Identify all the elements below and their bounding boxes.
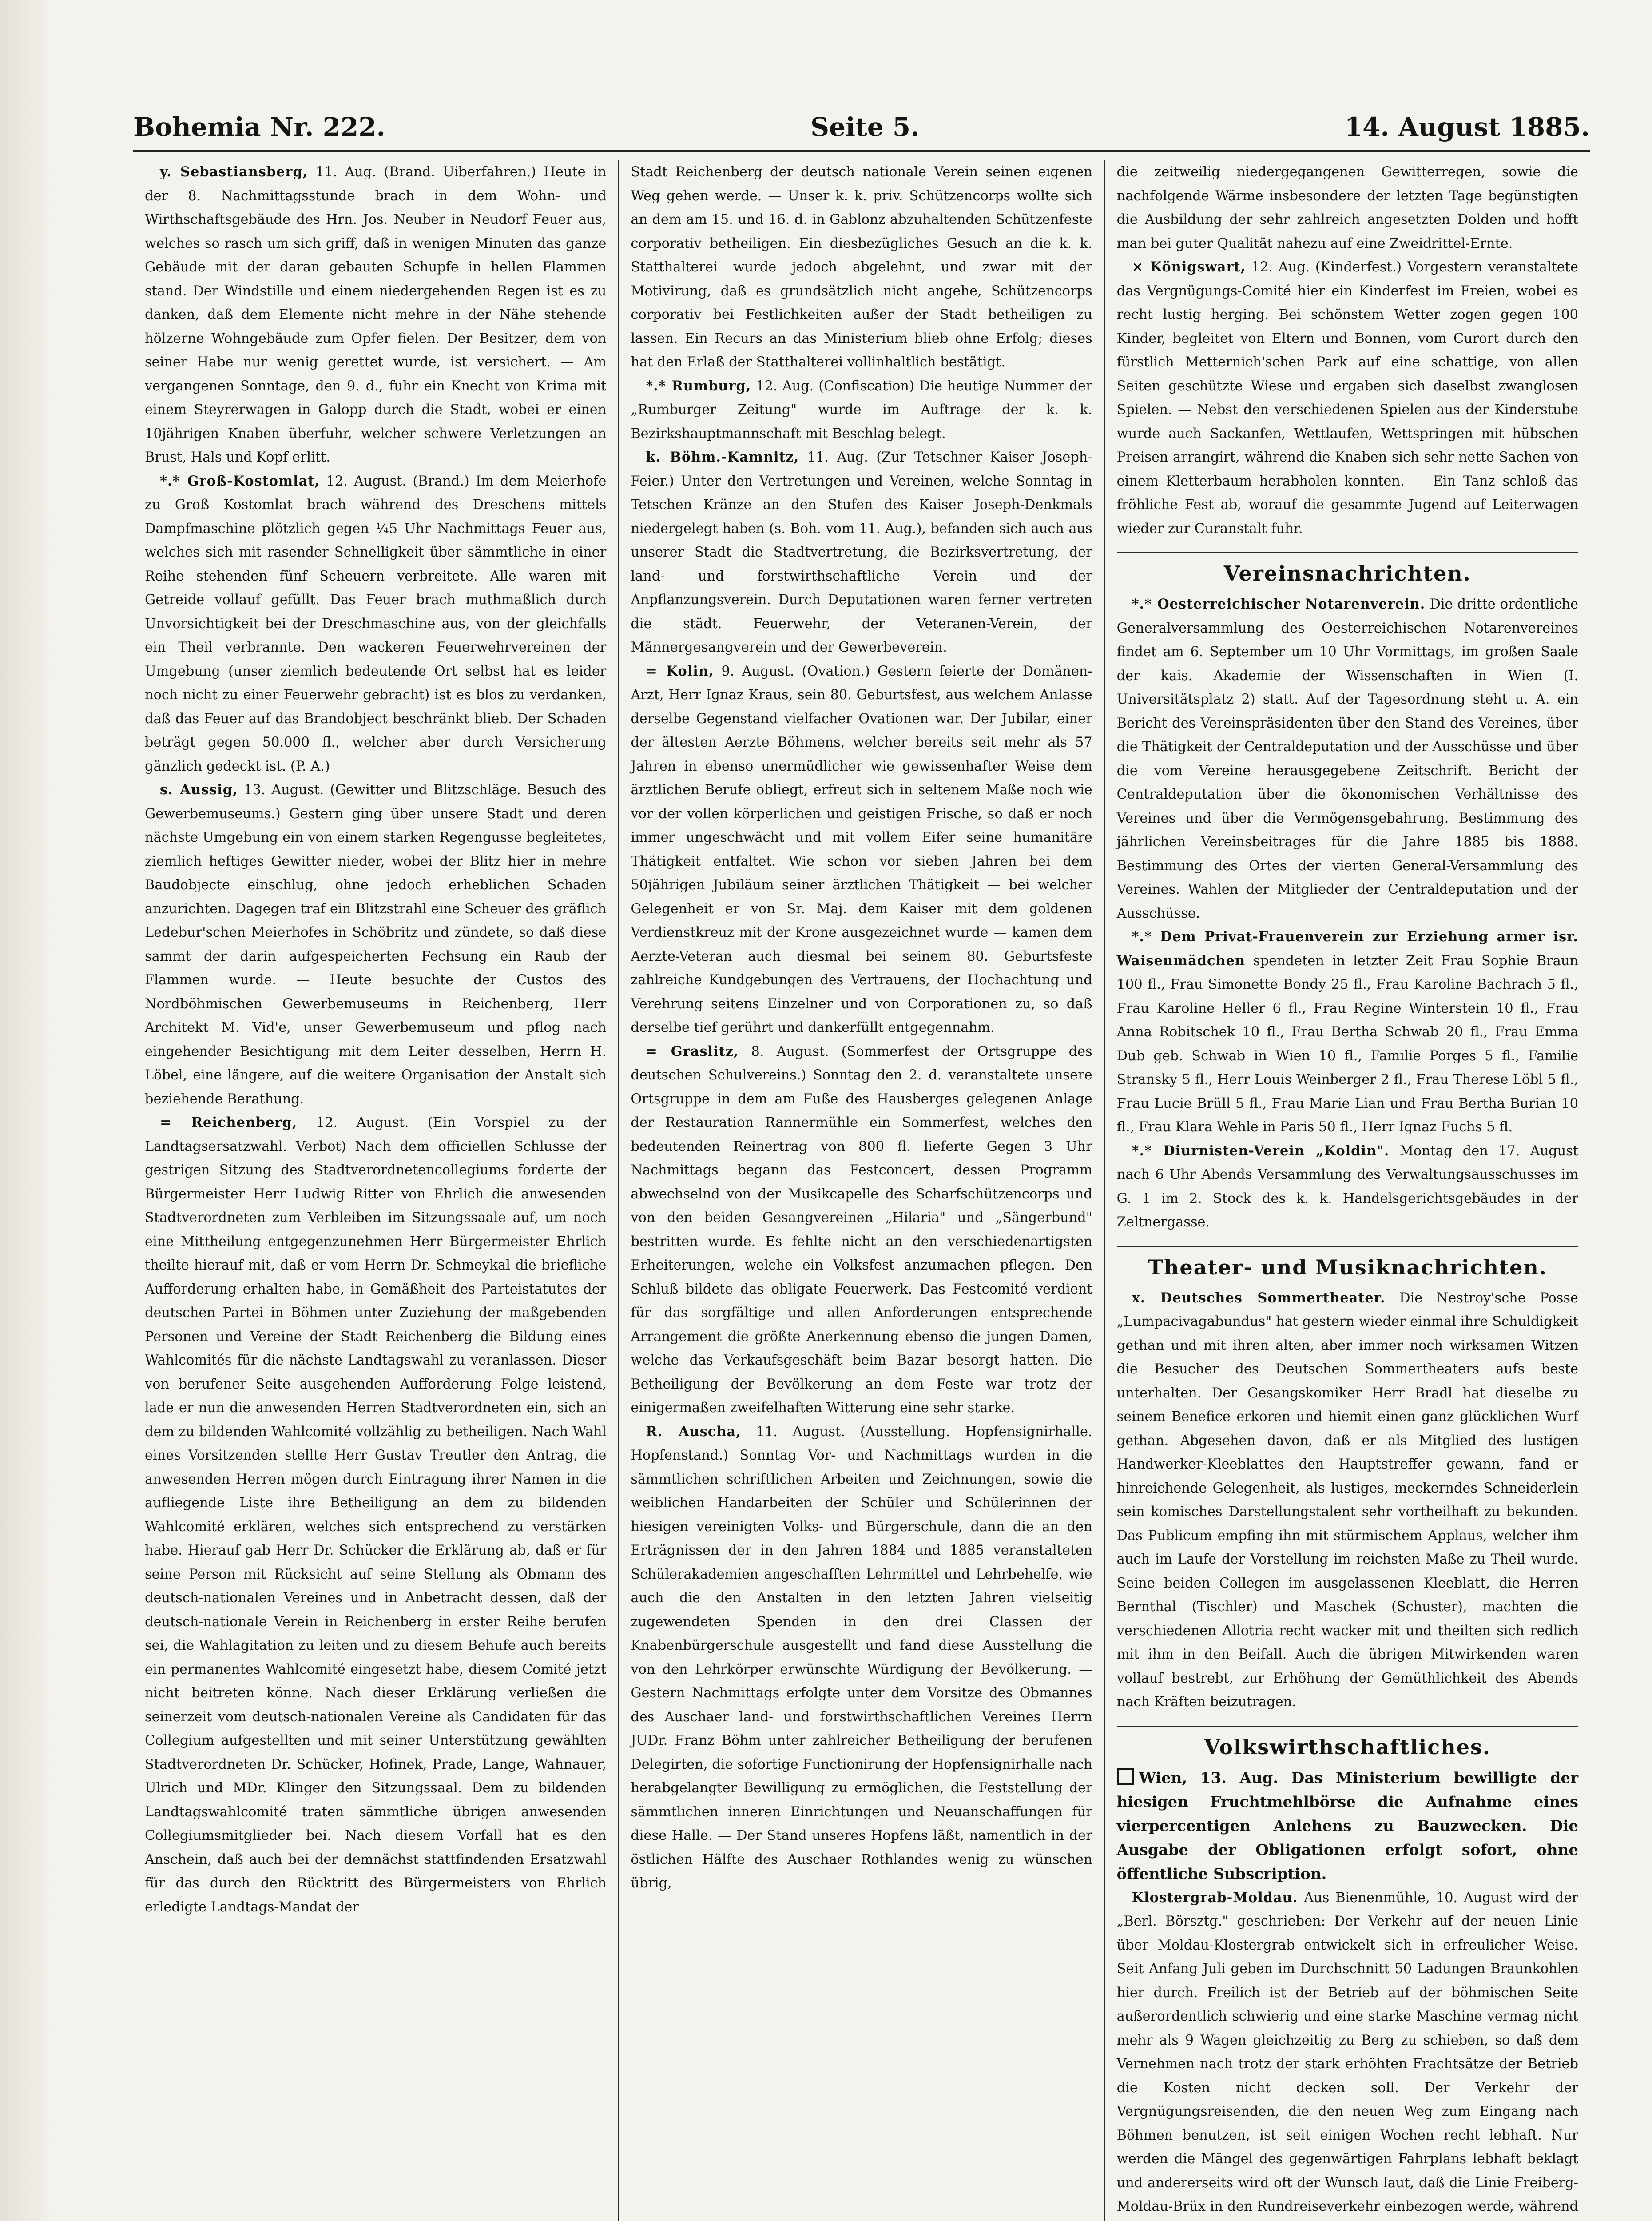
article-dateline: x. Deutsches Sommertheater.: [1132, 1290, 1386, 1306]
article-body: 9. August. (Ovation.) Gestern feierte der Domänen-Arzt, Herr Ignaz Kraus, sein 80. Geburtsfest, aus welchem Anlasse derselbe Gegenstand vielfacher Ovationen war. Der Jubilar, einer der ältesten Aerzte Böhmens, welcher bereits seit mehr als 57 Jahren in ebenso unermüdlicher wie gewissenhafter Weise dem ärztlichen Berufe obliegt, erfreut sich in seltenem Maße noch wie vor der vollen körperlichen und geistigen Frische, so daß er noch immer ungeschwächt und mit vollem Eifer seine humanitäre Thätigkeit entfaltet. Wie schon vor sieben Jahren bei dem 50jährigen Jubiläum seiner ärztlichen Thätigkeit — bei welcher Gelegenheit er von Sr. Maj. dem Kaiser mit dem goldenen Verdienstkreuz mit der Krone ausgezeichnet wurde — kamen dem Aerzte-Veteran auch diesmal bei seinem 80. Geburtsfeste zahlreiche Kundgebungen des Vertrauens, der Hochachtung und Verehrung seitens Einzelner und von Corporationen zu, so daß derselbe tief gerührt und dankerfüllt entgegennahm.: [631, 663, 1092, 1035]
article-dateline: = Kolin,: [646, 663, 714, 679]
article-body: 8. August. (Sommerfest der Ortsgruppe des deutschen Schulvereins.) Sonntag den 2. d. veranstaltete unsere Ortsgruppe in dem am Fuße des Hausberges gelegenen Anlage der Restauration Rannermühle ein Sommerfest, welches den bedeutenden Reinertrag von 800 fl. lieferte Gegen 3 Uhr Nachmittags begann das Festconcert, dessen Programm abwechselnd von der Musikcapelle des Scharfschützencorps und von den beiden Gesangvereinen „Hilaria" und „Sängerbund" bestritten wurde. Es fehlte nicht an den verschiedenartigsten Erheiterungen, welche ein Volksfest anzumachen pflegen. Den Schluß bildete das obligate Feuerwerk. Das Festcomité verdient für das sorgfältige und allen Anforderungen entsprechende Arrangement die größte Anerkennung ebenso die jungen Damen, welche das Verkaufsgeschäft beim Bazar besorgt hatten. Die Betheiligung der Bevölkerung an dem Feste war trotz der einigermaßen zweifelhaften Witterung eine sehr starke.: [631, 1043, 1092, 1416]
article-body: spendeten in letzter Zeit Frau Sophie Braun 100 fl., Frau Simonette Bondy 25 fl., Frau Karoline Bachrach 5 fl., Frau Karoline Heller 6 fl., Frau Regine Winterstein 10 fl., Frau Anna Robitschek 10 fl., Frau Bertha Schwab 20 fl., Frau Emma Dub geb. Schwab in Wien 10 fl., Familie Porges 5 fl., Familie Stransky 5 fl., Herr Louis Weinberger 2 fl., Frau Therese Löbl 5 fl., Frau Lucie Brüll 5 fl., Frau Marie Lian und Frau Bertha Burian 10 fl., Frau Klara Wehle in Paris 50 fl., Herr Ignaz Fuchs 5 fl.: [1116, 953, 1578, 1135]
article-reichenberg: [145, 1111, 606, 1919]
article-dateline: *.* Dem Privat-Frauenverein zur Erziehung armer isr. Waisenmädchen: [1116, 929, 1578, 969]
article-reichenberg-continued: [631, 160, 1092, 374]
section-heading-volkswirthschaftliches: Volkswirthschaftliches.: [1117, 1726, 1578, 1760]
article-dateline: = Graslitz,: [646, 1043, 739, 1059]
article-body: Montag den 17. August nach 6 Uhr Abends Versammlung des Verwaltungsausschusses im G. 1 im 2. Stock des k. k. Handelsgerichtsgebäudes in der Zeltnergasse.: [1116, 1143, 1578, 1230]
article-wien-banner: [1117, 1766, 1578, 1886]
article-dateline: *.* Rumburg,: [646, 378, 751, 394]
article-dateline: *.* Oesterreichischer Notarenverein.: [1132, 596, 1426, 612]
article-body: Die Nestroy'sche Posse „Lumpacivagabundus" hat gestern wieder einmal ihre Schuldigkeit gethan und mit ihren alten, aber immer noch wirksamen Witzen die Besucher des Deutschen Sommertheaters aufs beste unterhalten. Der Gesangskomiker Herr Bradl hat dieselbe zu seinem Benefice erkoren und hiemit einen ganz glücklichen Wurf gethan. Abgesehen davon, daß er als Mitglied des lustigen Handwerker-Kleeblattes den Hauptstreffer gewann, fand er hinreichende Gelegenheit, als lustiges, meckerndes Schneiderlein sein komisches Darstellungstalent sehr vortheilhaft zu bekunden. Das Publicum empfing ihn mit stürmischem Applaus, welcher ihm auch im Laufe der Vorstellung im reichsten Maße zu Theil wurde. Seine beiden Collegen im ausgelassenen Kleeblatt, die Herren Bernthal (Tischler) und Maschek (Schuster), machten die verschiedenen Allotria recht wacker mit und theilten sich redlich mit ihm in den Beifall. Auch die übrigen Mitwirkenden waren vollauf bestrebt, zur Erhöhung der Gemüthlichkeit des Abends nach Kräften beizutragen.: [1116, 1290, 1578, 1710]
article-dateline: s. Aussig,: [160, 782, 238, 798]
article-auscha: [631, 1420, 1092, 1895]
article-graslitz: [631, 1040, 1092, 1420]
article-dateline: k. Böhm.-Kamnitz,: [646, 449, 799, 465]
article-body: Die dritte ordentliche Generalversammlung des Oesterreichischen Notarenvereines findet am 6. September um 10 Uhr Vormittags, im großen Saale der kais. Akademie der Wissenschaften in Wien (I. Universitätsplatz 2) statt. Auf der Tagesordnung steht u. A. ein Bericht des Vereinspräsidenten über den Stand des Vereines, über die Thätigkeit der Centraldeputation und der Ausschüsse und über die vom Vereine herausgegebene Zeitschrift. Bericht der Centraldeputation über die ökonomischen Verhältnisse des Vereines und über die Vermögensgebahrung. Bestimmung des jährlichen Vereinsbeitrages für die Jahre 1885 bis 1888. Bestimmung des Ortes der vierten General-Versammlung des Vereines. Wahlen der Mitglieder der Centraldeputation und der Ausschüsse.: [1116, 597, 1578, 921]
article-klostergrab-moldau: [1117, 1886, 1578, 2221]
section-heading-theater: Theater- und Musiknachrichten.: [1117, 1246, 1578, 1280]
article-koenigswart: [1117, 255, 1578, 541]
column-2: [618, 160, 1104, 2221]
article-body: 11. Aug. (Brand. Uiberfahren.) Heute in der 8. Nachmittagsstunde brach in dem Wohn- und Wirthschaftsgebäude des Hrn. Jos. Neuber in Neudorf Feuer aus, welches so rasch um sich griff, daß in wenigen Minuten das ganze Gebäude mit der daran gebauten Schupfe in hellen Flammen stand. Der Windstille und einem niedergehenden Regen ist es zu danken, daß dem Elemente nicht mehre in der Nähe stehende hölzerne Wohngebäude zum Opfer fielen. Der Besitzer, dem von seiner Habe nur wenig gerettet wurde, ist versichert. — Am vergangenen Sonntage, den 9. d., fuhr ein Knecht von Krima mit einem Steyrerwagen in Galopp durch die Stadt, wobei er einen 10jährigen Knaben überfuhr, welcher schwere Verletzungen an Brust, Hals und Kopf erlitt.: [145, 164, 607, 465]
article-diurnisten-verein: [1117, 1139, 1578, 1234]
article-dateline: *.* Groß-Kostomlat,: [160, 473, 320, 489]
article-body: 11. August. (Ausstellung. Hopfensignirhalle. Hopfenstand.) Sonntag Vor- und Nachmittags wurden in die sämmtlichen schriftlichen Arbeiten und Zeichnungen, sowie die weiblichen Handarbeiten der Schüler und Schülerinnen der hiesigen vereinigten Volks- und Bürgerschule, dann die an den Erträgnissen der in den Jahren 1884 und 1885 veranstalteten Schülerakademien angeschafften Lehrmittel und Lehrbehelfe, wie auch die den Anstalten in den letzten Jahren vielseitig zugewendeten Spenden in den drei Classen der Knabenbürgerschule ausgestellt und fand diese Ausstellung die von den Lehrkörper erwünschte Würdigung der Bevölkerung. — Gestern Nachmittags erfolgte unter dem Vorsitze des Obmannes des Auschaer land- und forstwirthschaftlichen Vereines Herrn JUDr. Franz Böhm unter zahlreicher Betheiligung der berufenen Delegirten, die sofortige Functionirung der Hopfensignirhalle nach herabgelangter Bewilligung zu ermöglichen, die Feststellung der sämmtlichen inneren Einrichtungen und Neuanschaffungen für diese Halle. — Der Stand unseres Hopfens läßt, namentlich in der östlichen Hälfte des Auschaer Rothlandes wenig zu wünschen übrig,: [631, 1424, 1092, 1891]
article-body: Wien, 13. Aug. Das Ministerium bewilligte der hiesigen Fruchtmehlbörse die Aufnahme eines vierpercentigen Anlehens zu Bauzwecken. Die Ausgabe der Obligationen erfolgt sofort, ohne öffentliche Subscription.: [1116, 1769, 1578, 1883]
masthead-issue: Bohemia Nr. 222.: [133, 112, 385, 142]
column-3: [1104, 160, 1590, 2221]
article-rumburg: [631, 374, 1092, 446]
masthead-page-number: Seite 5.: [810, 112, 920, 142]
article-columns: [133, 160, 1590, 2221]
article-auscha-continued: [1117, 160, 1578, 255]
article-body: Aus Bienenmühle, 10. August wird der „Berl. Börsztg." geschrieben: Der Verkehr auf der neuen Linie über Moldau-Klostergrab entwickelt sich in erfreulicher Weise. Seit Anfang Juli geben im Durchschnitt 50 Ladungen Braunkohlen hier durch. Freilich ist der Betrieb auf der böhmischen Seite außerordentlich schwierig und eine starke Maschine vermag nicht mehr als 9 Wagen gleichzeitig zu Berg zu schieben, so daß dem Vernehmen nach trotz der stark erhöhten Frachtsätze der Betrieb die Kosten nicht decken soll. Der Verkehr der Vergnügungsreisenden, die den neuen Weg zum Eingang nach Böhmen benutzen, ist seit einigen Wochen recht lebhaft. Nur werden die Mängel des gegenwärtigen Fahrplans lebhaft beklagt und andererseits wird oft der Wunsch laut, daß die Linie Freiberg-Moldau-Brüx in den Rundreiseverkehr einbezogen werde, während: [1116, 1890, 1578, 2214]
article-body: 12. August. (Ein Vorspiel zu der Landtagsersatzwahl. Verbot) Nach dem officiellen Schlusse der gestrigen Sitzung des Stadtverordnetencollegiums forderte der Bürgermeister Herr Ludwig Ritter von Ehrlich die anwesenden Stadtverordneten zum Verbleiben im Sitzungssaale auf, um noch eine Mittheilung entgegenzunehmen Herr Bürgermeister Ehrlich theilte hierauf mit, daß er vom Herrn Dr. Schmeykal die briefliche Aufforderung erhalten habe, in Gemäßheit des Parteistatutes der deutschen Partei in Böhmen unter Zuziehung der maßgebenden Personen und Vereine der Stadt Reichenberg die Bildung eines Wahlcomités für die nächste Landtagswahl zu veranlassen. Dieser von berufener Seite ausgehenden Aufforderung Folge leistend, lade er nun die anwesenden Herren Stadtverordneten ein, sich an dem zu bildenden Wahlcomité vollzählig zu betheiligen. Nach Wahl eines Vorsitzenden stellte Herr Gustav Treutler den Antrag, die anwesenden Herren mögen durch Eintragung ihrer Namen in die aufliegende Liste ihre Betheiligung an dem zu bildenden Wahlcomité erklären, welches sich entsprechend zu verstärken habe. Hierauf gab Herr Dr. Schücker die Erklärung ab, daß er für seine Person mit Rücksicht auf seine Stellung als Obmann des deutsch-nationalen Vereines und in Anbetracht dessen, daß der deutsch-nationale Verein in Reichenberg in erster Reihe berufen sei, die Wahlagitation zu leiten und zu diesem Behufe auch bereits ein permanentes Wahlcomité eingesetzt habe, diesem Comité jetzt nicht beitreten könne. Nach dieser Erklärung verließen die seinerzeit vom deutsch-nationalen Vereine als Candidaten für das Collegium aufgestellten und mit seiner Unterstützung gewählten Stadtverordneten Dr. Schücker, Hofinek, Prade, Lange, Wahnauer, Ulrich und MDr. Klinger den Sitzungssaal. Dem zu bildenden Landtagswahlcomité traten sämmtliche übrigen anwesenden Collegiumsmitglieder bei. Nach diesem Vorfall hat es den Anschein, daß auch bei der demnächst stattfindenden Ersatzwahl für das durch den Rücktritt des Bürgermeisters von Ehrlich erledigte Landtags-Mandat der: [145, 1115, 607, 1915]
article-body: 12. Aug. (Confiscation) Die heutige Nummer der „Rumburger Zeitung" wurde im Auftrage der k. k. Bezirkshauptmannschaft mit Beschlag belegt.: [631, 378, 1092, 442]
masthead-date: 14. August 1885.: [1344, 112, 1590, 142]
article-dateline: = Reichenberg,: [160, 1114, 298, 1130]
masthead: [133, 93, 1590, 152]
article-dateline: y. Sebastiansberg,: [160, 164, 308, 180]
article-dateline: Klostergrab-Moldau.: [1132, 1889, 1298, 1906]
article-dateline: *.* Diurnisten-Verein „Koldin".: [1132, 1142, 1390, 1159]
article-body: 13. August. (Gewitter und Blitzschläge. Besuch des Gewerbemuseums.) Gestern ging über unsere Stadt und deren nächste Umgebung ein von einem starken Regengusse begleitetes, ziemlich heftiges Gewitter nieder, wobei der Blitz hier in mehre Baudobjecte einschlug, ohne jedoch erheblichen Schaden anzurichten. Dagegen traf ein Blitzstrahl eine Scheuer des gräflich Ledebur'schen Meierhofes in Schöbritz und zündete, so daß diese sammt der darin aufgespeicherten Fechsung ein Raub der Flammen wurde. — Heute besuchte der Custos des Nordböhmischen Gewerbemuseums in Reichenberg, Herr Architekt M. Vid'e, unser Gewerbemuseum und pflog nach eingehender Besichtigung mit dem Leiter desselben, Herrn H. Löbel, eine längere, auf die weitere Organisation der Anstalt sich beziehende Berathung.: [145, 782, 607, 1107]
article-body: die zeitweilig niedergegangenen Gewitterregen, sowie die nachfolgende Wärme insbesondere der letzten Tage begünstigten die Ausbildung der sehr zahlreich angesetzten Dolden und hofft man bei guter Qualität nahezu auf eine Zweidrittel-Ernte.: [1116, 164, 1578, 251]
article-boehm-kamnitz: [631, 446, 1092, 660]
article-aussig: [145, 778, 606, 1111]
article-body: 12. August. (Brand.) Im dem Meierhofe zu Groß Kostomlat brach während des Dreschens mittels Dampfmaschine plötzlich gegen ¼5 Uhr Nachmittags Feuer aus, welches sich mit rasender Schnelligkeit über sämmtliche in einer Reihe stehenden fünf Scheuern verbreitete. Alle waren mit Getreide vollauf gefüllt. Das Feuer brach muthmaßlich durch Unvorsichtigkeit bei der Dreschmaschine aus, von der gleichfalls ein Theil verbrannte. Den wackeren Feuerwehrvereinen der Umgebung (unser ziemlich bedeutende Ort selbst hat es leider noch nicht zu einer Feuerwehr gebracht) ist es blos zu verdanken, daß das Feuer auf das Brandobject beschränkt blieb. Der Schaden beträgt gegen 50.000 fl., welcher aber durch Versicherung gänzlich gedeckt ist. (P. A.): [145, 473, 607, 774]
section-heading-vereinsnachrichten: Vereinsnachrichten.: [1117, 552, 1578, 586]
article-sommertheater: [1117, 1286, 1578, 1714]
article-sebastiansberg: [145, 160, 606, 470]
article-gross-kostomlat: [145, 470, 606, 779]
telegram-box-icon: [1117, 1768, 1134, 1785]
page-edge-shadow: [0, 0, 53, 2221]
article-frauenverein: [1117, 925, 1578, 1139]
article-dateline: × Königswart,: [1132, 259, 1246, 275]
article-body: Stadt Reichenberg der deutsch nationale Verein seinen eigenen Weg gehen werde. — Unser k. k. priv. Schützencorps wollte sich an dem am 15. und 16. d. in Gablonz abzuhaltenden Schützenfeste corporativ betheiligen. Ein diesbezügliches Gesuch an die k. k. Statthalterei wurde jedoch abgelehnt, und zwar mit der Motivirung, daß es grundsätzlich nicht angehe, Schützencorps corporativ bei Festlichkeiten außer der Stadt betheiligen zu lassen. Ein Recurs an das Ministerium blieb ohne Erfolg; dieses hat den Erlaß der Statthalterei vollinhaltlich bestätigt.: [631, 164, 1092, 370]
article-dateline: R. Auscha,: [646, 1423, 741, 1440]
column-1: [133, 160, 618, 2221]
article-body: 11. Aug. (Zur Tetschner Kaiser Joseph-Feier.) Unter den Vertretungen und Vereinen, welche Sonntag in Tetschen Kränze an den Stufen des Kaiser Joseph-Denkmals niedergelegt haben (s. Boh. vom 11. Aug.), befanden sich auch aus unserer Stadt die Stadtvertretung, die Bezirksvertretung, der land- und forstwirthschaftliche Verein und der Anpflanzungsverein. Durch Deputationen waren ferner vertreten die städt. Feuerwehr, der Veteranen-Verein, der Männergesangverein und der Gewerbeverein.: [631, 450, 1092, 655]
article-notarenverein: [1117, 593, 1578, 925]
article-body: 12. Aug. (Kinderfest.) Vorgestern veranstaltete das Vergnügungs-Comité hier ein Kinderfest im Freien, wobei es recht lustig herging. Bei schönstem Wetter zogen gegen 100 Kinder, begleitet von Eltern und Bonnen, vom Curort durch den fürstlich Metternich'schen Park auf eine schattige, von allen Seiten geschützte Wiese und ergaben sich daselbst zwanglosen Spielen. — Nebst den verschiedenen Spielen aus der Kinderstube wurde auch Sackanfen, Wettlaufen, Wettspringen mit hübschen Preisen arrangirt, während die Knaben sich sehr nette Sachen von einem Kletterbaum herabholen konnten. — Ein Tanz schloß das fröhliche Fest ab, worauf die gesammte Jugend auf Leiterwagen wieder zur Curanstalt fuhr.: [1116, 259, 1578, 537]
article-kolin: [631, 660, 1092, 1040]
